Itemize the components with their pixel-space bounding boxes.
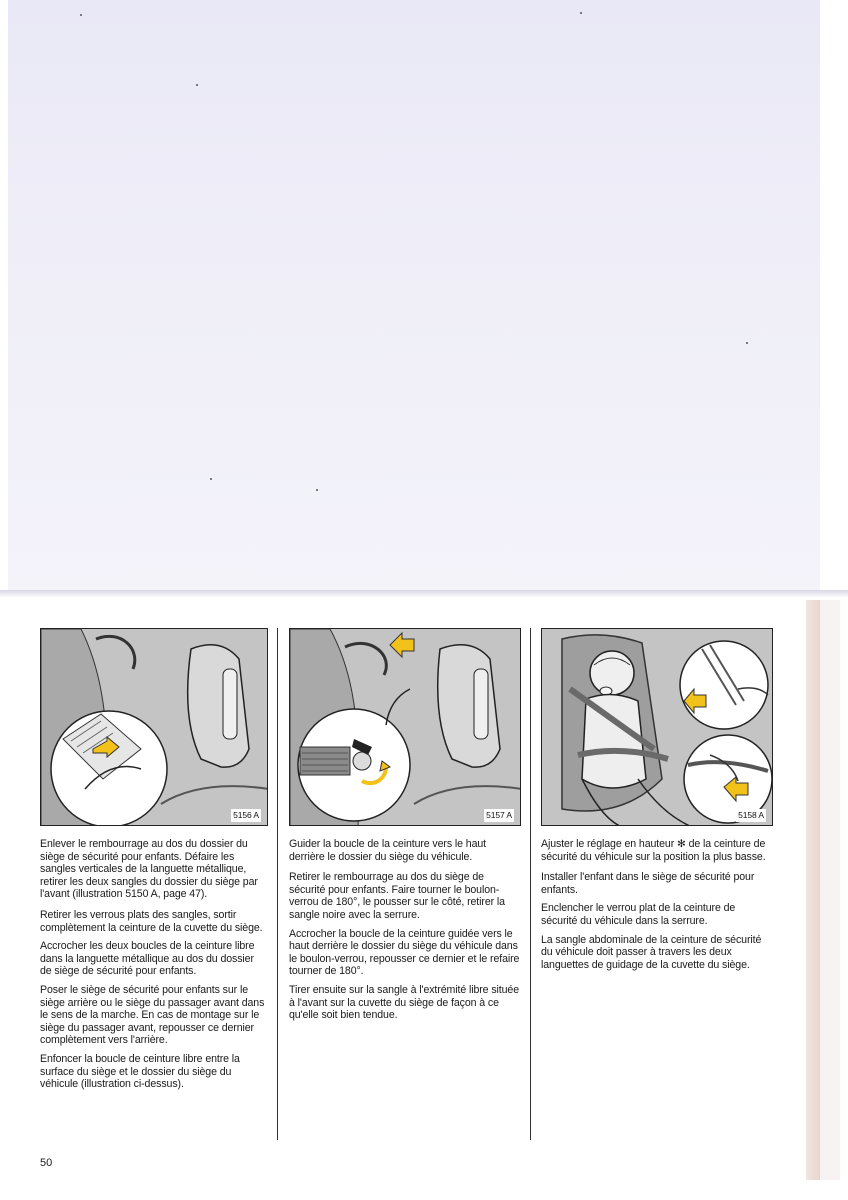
paragraph: Tirer ensuite sur la sangle à l'extrémité libre située à l'avant sur la cuvette du siège de façon à ce qu'elle soit bien tendue. [289,983,519,1022]
figure-code: 5157 A [486,810,512,821]
scan-speck [80,14,82,16]
paragraph: Enfoncer la boucle de ceinture libre entre la surface du siège et le dossier du siège du véhicule (illustration ci-dessus). [40,1052,240,1091]
figure-code: 5158 A [738,810,764,821]
column-2 [289,628,521,1030]
paragraph: Retirer les verrous plats des sangles, sortir complètement la ceinture de la cuvette du siège. [40,908,263,934]
paragraph: Enlever le rembourrage au dos du dossier du siège de sécurité pour enfants. Défaire les sangles verticales de la languette métallique, retirer les deux sangles du dossier du siège par l'avant (illustration 5150 A, page 47). [40,838,258,901]
paragraph: Enclencher le verrou plat de la ceinture de sécurité du véhicule dans la serrure. [541,902,736,927]
paragraph: Retirer le rembourrage au dos du siège de sécurité pour enfants. Faire tourner le boulon-verrou de 180°, le pousser sur le côté, retirer la sangle noire avec la serrure. [289,871,505,921]
child-seat-rear-buckle-icon [41,629,268,826]
column-divider [277,628,278,1140]
figure-5156a [40,628,268,826]
child-in-seat-belt-icon [542,629,773,826]
figure-code: 5156 A [233,810,259,821]
column-1 [40,628,268,1099]
page-edge-tint [806,600,820,1180]
paragraph: Poser le siège de sécurité pour enfants sur le siège arrière ou le siège du passager avant dans le sens de la marche. En cas de montage sur le siège du passager avant, repousser ce dernier complètement vers l'arrière. [40,983,265,1047]
scan-speck [746,342,748,344]
paragraph: Guider la boucle de la ceinture vers le haut derrière le dossier du siège du véhicule. [289,838,487,863]
instruction-text [289,838,521,1022]
paragraph: Ajuster le réglage en hauteur ✻ de la ceinture de sécurité du véhicule sur la position la plus basse. [541,838,766,863]
scan-edge [820,0,848,596]
scan-speck [210,478,212,480]
instruction-text [40,838,268,1091]
paragraph: Accrocher la boucle de la ceinture guidée vers le haut derrière le dossier du siège du véhicule dans le boulon-verrou, repousser ce dernier et le refaire tourner de 180°. [289,927,520,978]
seat-belt-lock-bolt-icon [290,629,521,826]
column-3 [541,628,773,979]
paragraph: La sangle abdominale de la ceinture de sécurité du véhicule doit passer à travers les deux languettes de guidage de la cuvette du siège. [541,933,762,971]
figure-5157a [289,628,521,826]
scan-speck [316,489,318,491]
instruction-text [541,838,773,971]
page-edge [820,600,840,1180]
scan-speck [580,12,582,14]
page-number: 50 [40,1157,53,1169]
paragraph: Accrocher les deux boucles de la ceinture libre dans la languette métallique au dos du dossier de siège de sécurité pour enfants. [40,940,255,978]
figure-5158a [541,628,773,826]
column-divider [530,628,531,1140]
page-fold-shadow [0,590,848,598]
scanned-blank-area [8,0,820,596]
scan-speck [196,84,198,86]
paragraph: Installer l'enfant dans le siège de sécurité pour enfants. [541,871,755,896]
